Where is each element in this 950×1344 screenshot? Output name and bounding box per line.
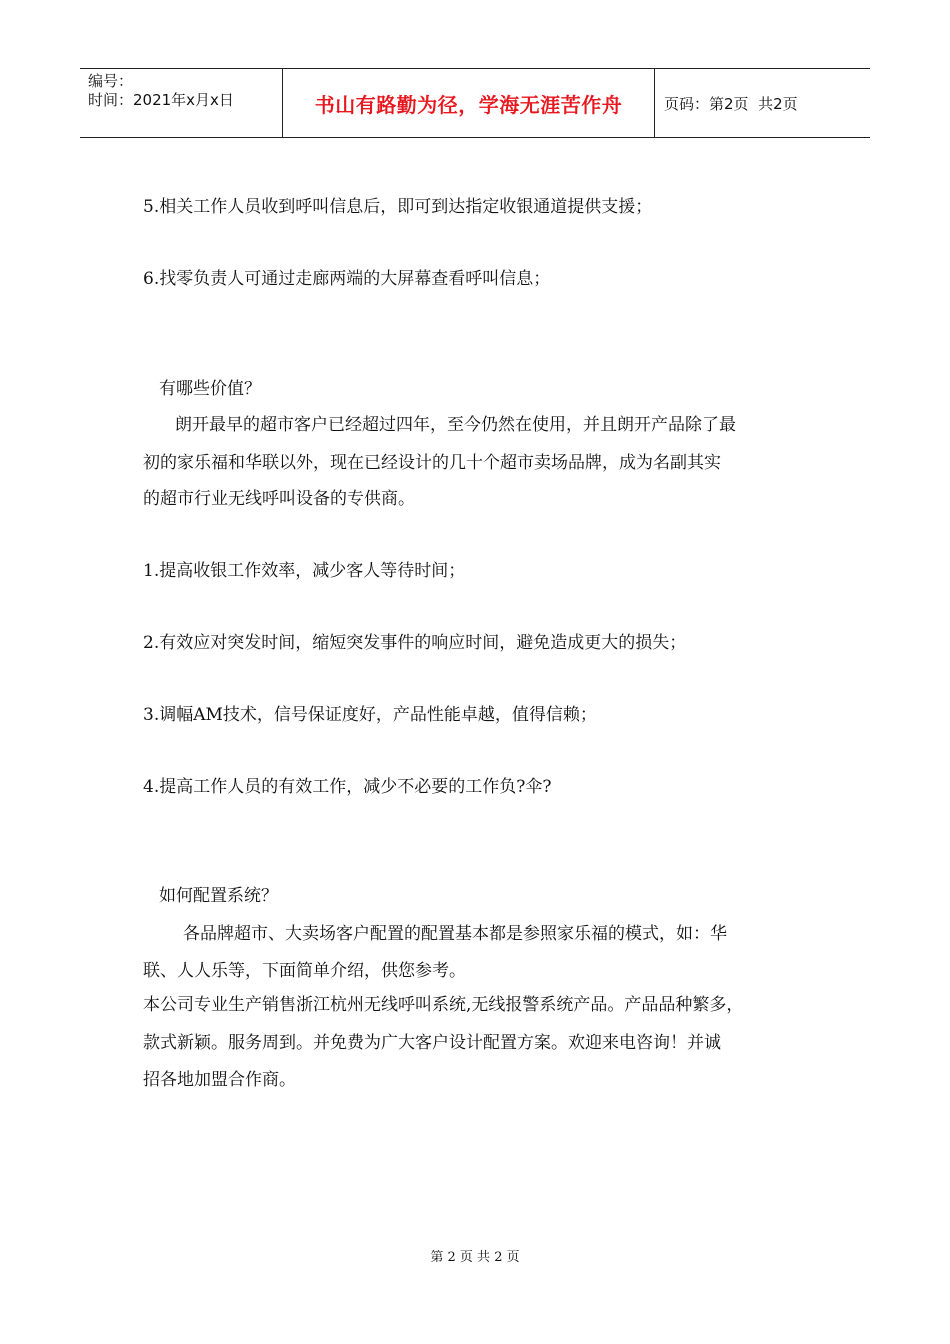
document-number-label: 编号： <box>88 72 134 90</box>
benefit-item: 2.有效应对突发时间，缩短突发事件的响应时间，避免造成更大的损失； <box>143 633 687 653</box>
paragraph-line: 联、人人乐等，下面简单介绍，供您参考。 <box>143 961 466 981</box>
header-meta <box>80 69 282 137</box>
paragraph-line: 初的家乐福和华联以外，现在已经设计的几十个超市卖场品牌，成为名副其实 <box>143 453 721 473</box>
paragraph-line: 款式新颖。服务周到。并免费为广大客户设计配置方案。欢迎来电咨询！并诚 <box>143 1033 721 1053</box>
benefit-item: 3.调幅AM技术，信号保证度好，产品性能卓越，值得信赖； <box>143 705 597 725</box>
page-header <box>80 68 870 138</box>
section-heading-value: 有哪些价值？ <box>159 379 261 399</box>
header-page-info <box>655 69 870 137</box>
paragraph-line: 各品牌超市、大卖场客户配置的配置基本都是参照家乐福的模式，如：华 <box>183 924 727 944</box>
motto-text: 书山有路勤为径，学海无涯苦作舟 <box>314 92 623 117</box>
paragraph-line: 招各地加盟合作商。 <box>143 1070 296 1090</box>
list-item: 6.找零负责人可通过走廊两端的大屏幕查看呼叫信息； <box>143 269 551 289</box>
page-info-text: 页码：第2页 共2页 <box>664 94 798 113</box>
benefit-item: 1.提高收银工作效率，减少客人等待时间； <box>143 561 466 581</box>
list-item: 5.相关工作人员收到呼叫信息后，即可到达指定收银通道提供支援； <box>143 197 653 217</box>
header-motto <box>282 69 655 137</box>
page-footer: 第 2 页 共 2 页 <box>430 1250 520 1265</box>
section-heading-config: 如何配置系统？ <box>159 886 278 906</box>
benefit-item: 4.提高工作人员的有效工作，减少不必要的工作负?伞? <box>143 777 552 797</box>
paragraph-line: 的超市行业无线呼叫设备的专供商。 <box>143 489 415 509</box>
paragraph-line: 本公司专业生产销售浙江杭州无线呼叫系统,无线报警系统产品。产品品种繁多， <box>143 995 744 1015</box>
document-date: 时间：2021年x月x日 <box>88 91 234 109</box>
paragraph-line: 朗开最早的超市客户已经超过四年，至今仍然在使用，并且朗开产品除了最 <box>175 415 736 435</box>
